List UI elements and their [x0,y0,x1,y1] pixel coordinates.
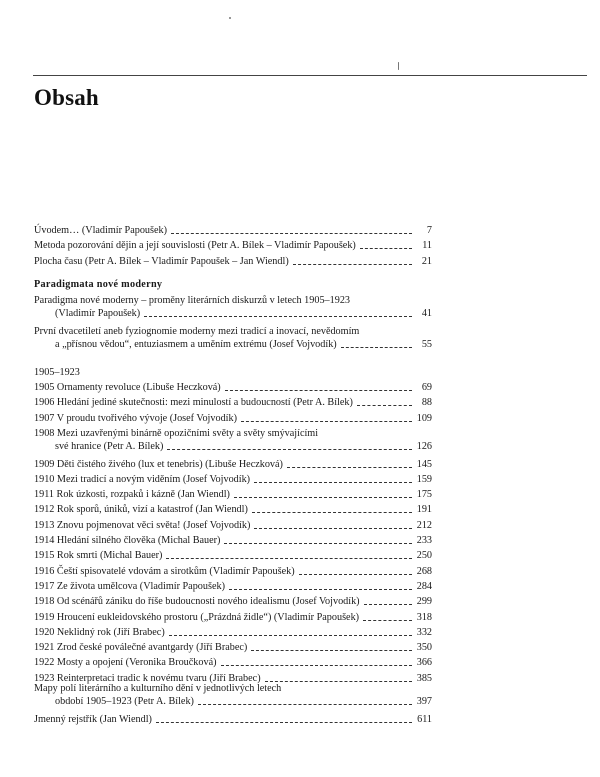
toc-entry-line [34,682,432,695]
toc-page-number: 284 [416,580,432,592]
toc-entry[interactable] [34,381,432,394]
toc-entry[interactable] [34,682,432,708]
toc-entry-title: První dvacetiletí aneb fyziognomie moderny mezi tradicí a inovací, nevědomím [34,325,360,337]
toc-page-number: 318 [416,611,432,623]
toc-entry[interactable] [34,611,432,624]
toc-entry-line [34,626,432,639]
toc-page-number: 88 [421,397,432,409]
dot-leader [198,704,412,705]
toc-entry-title: 1920 Neklidný rok (Jiří Brabec) [34,626,165,638]
toc-page-number: 268 [416,565,432,577]
dot-leader [221,665,413,666]
toc-entry-title: 1910 Mezi tradicí a novým viděním (Josef Vojvodík) [34,473,251,485]
section-title-years: 1905–1923 [34,367,80,378]
dot-leader [144,316,412,317]
toc-entry-line [34,549,432,562]
toc-entry-line [34,294,432,307]
dot-leader [241,421,412,422]
toc-entry-title: 1905 Ornamenty revoluce (Libuše Heczková) [34,382,221,393]
dot-leader [287,467,412,468]
toc-page-number: 233 [416,535,432,546]
scan-speck [398,62,399,70]
toc-entry-title: 1913 Znovu pojmenovat věci světa! (Josef Vojvodík) [34,519,251,531]
toc-entry-title: 1919 Hroucení eukleidovského prostoru („Prázdná židle“) (Vladimír Papoušek) [34,611,360,623]
toc-entry-line [34,611,432,624]
dot-leader [360,248,412,249]
toc-page-number: 611 [417,713,432,725]
dot-leader [363,620,412,621]
toc-entry-title: 1917 Ze života umělcova (Vladimír Papoušek) [34,580,225,592]
toc-page-number: 69 [421,382,432,393]
toc-entry-title: 1911 Rok úzkosti, rozpaků i kázně (Jan Wiendl) [34,489,230,501]
toc-page-number: 350 [416,642,432,654]
toc-entry[interactable] [34,458,432,471]
toc-entry-line [34,412,432,425]
toc-entry[interactable] [34,503,432,516]
toc-entry[interactable] [34,519,432,532]
dot-leader [341,347,412,348]
toc-page-number: 55 [421,338,432,350]
toc-entry[interactable] [34,626,432,639]
toc-entry-line [34,488,432,501]
toc-entry-title: 1923 Reinterpretaci tradic k novému tvaru (Jiří Brabec) [34,672,261,684]
toc-entry[interactable] [34,488,432,501]
toc-page-number: 366 [416,657,432,669]
toc-entry-title: období 1905–1923 (Petr A. Bílek) [55,696,194,707]
toc-page-number: 126 [416,440,432,452]
toc-entry-title: 1906 Hledání jediné skutečnosti: mezi minulostí a budoucností (Petr A. Bílek) [34,397,353,409]
dot-leader [225,390,412,391]
dot-leader [364,604,412,605]
toc-page-number: 159 [416,473,432,485]
toc-entry-line [34,307,432,320]
toc-entry-line [34,239,432,252]
toc-entry[interactable] [34,396,432,409]
toc-page-number: 11 [422,240,432,252]
toc-entry-title: 1914 Hledání silného člověka (Michal Bauer) [34,535,221,546]
dot-leader [167,449,412,450]
toc-entry-title: své hranice (Petr A. Bílek) [55,440,164,452]
dot-leader [254,528,412,529]
toc-page-number: 250 [416,550,432,562]
toc-entry-title: Metoda pozorování dějin a její souvislosti (Petr A. Bílek – Vladimír Papoušek) [34,240,356,252]
dot-leader [229,589,412,590]
dot-leader [254,482,412,483]
toc-entry[interactable] [34,427,432,453]
toc-entry-title: Jmenný rejstřík (Jan Wiendl) [34,713,152,725]
dot-leader [224,543,412,544]
toc-entry-line [34,338,432,351]
toc-entry[interactable] [34,595,432,608]
dot-leader [156,722,412,723]
toc-entry-title: 1921 Zrod české poválečné avantgardy (Jiří Brabec) [34,642,248,654]
toc-page-number: 191 [416,504,432,516]
toc-entry-line [34,255,432,268]
toc-entry-line [34,396,432,409]
toc-entry[interactable] [34,239,432,252]
toc-entry-line [34,473,432,486]
section-title-paradigmata: Paradigmata nové moderny [34,279,163,290]
toc-entry-title: Mapy polí literárního a kulturního dění v jednotlivých letech [34,683,282,694]
toc-entry-line [34,503,432,516]
toc-entry-line [34,713,432,726]
toc-entry-title: 1907 V proudu tvořivého vývoje (Josef Vojvodík) [34,412,237,424]
page-title: Obsah [34,85,99,110]
top-rule [33,75,587,76]
toc-entry[interactable] [34,294,432,320]
toc-entry-title: 1918 Od scénářů zániku do říše budoucnosti nového idealismu (Josef Vojvodík) [34,596,360,608]
toc-entry-title: 1916 Čeští spisovatelé vdovám a sirotkům (Vladimír Papoušek) [34,565,295,577]
dot-leader [293,264,412,265]
toc-entry-line [34,595,432,608]
dot-leader [234,497,412,498]
toc-entry-line [34,580,432,593]
toc-page-number: 21 [421,255,432,267]
dot-leader [251,650,412,651]
toc-entry-line [34,440,432,453]
toc-entry[interactable] [34,565,432,578]
toc-entry-line [34,458,432,471]
toc-entry-line [34,695,432,708]
toc-entry[interactable] [34,534,432,547]
toc-entry[interactable] [34,641,432,654]
dot-leader [166,558,412,559]
toc-entry-title: 1915 Rok smrti (Michal Bauer) [34,550,163,562]
toc-entry-title: Plocha času (Petr A. Bílek – Vladimír Papoušek – Jan Wiendl) [34,255,289,267]
toc-entry-line [34,534,432,547]
toc-entry[interactable] [34,473,432,486]
toc-entry-title: 1912 Rok sporů, úniků, vizí a katastrof (Jan Wiendl) [34,504,248,516]
toc-entry[interactable] [34,325,432,351]
toc-entry-line [34,519,432,532]
toc-entry-line [34,381,432,394]
toc-entry-line [34,325,432,338]
toc-entry-line [34,565,432,578]
toc-entry[interactable] [34,412,432,425]
toc-entry[interactable] [34,580,432,593]
dot-leader [299,574,412,575]
toc-page-number: 332 [416,626,432,638]
toc-entry-title: Úvodem… (Vladimír Papoušek) [34,225,167,236]
toc-page-number: 175 [416,489,432,501]
dot-leader [252,512,412,513]
toc-page-number: 397 [416,696,432,707]
toc-entry[interactable] [34,713,432,726]
dot-leader [169,635,412,636]
dot-leader [171,233,412,234]
toc-entry[interactable] [34,255,432,268]
toc-entry-line [34,427,432,440]
toc-page-number: 385 [416,672,432,684]
toc-entry[interactable] [34,656,432,669]
toc-entry[interactable] [34,549,432,562]
toc-entry-title: Paradigma nové moderny – proměny literárních diskurzů v letech 1905–1923 [34,295,351,306]
toc-page-number: 212 [416,519,432,531]
toc-page-number: 145 [416,458,432,470]
toc-page-number: 7 [426,225,432,236]
toc-entry-title: (Vladimír Papoušek) [55,308,141,319]
toc-entry-line [34,641,432,654]
toc-entry-line [34,224,432,237]
toc-page-number: 41 [421,308,432,319]
toc-entry-title: 1922 Mosty a opojení (Veronika Broučková) [34,657,217,669]
toc-entry-title: 1908 Mezi uzavřenými binárně opozičními světy a světy smývajícími [34,427,319,439]
scan-speck [229,17,231,19]
dot-leader [357,405,412,406]
toc-entry[interactable] [34,224,432,237]
toc-page-number: 109 [416,412,432,424]
toc-entry-line [34,656,432,669]
toc-page-number: 299 [416,596,432,608]
toc-entry-title: 1909 Děti čistého živého (lux et tenebris) (Libuše Heczková) [34,458,283,470]
toc-entry-title: a „přísnou vědou“, entuziasmem a uměním extrému (Josef Vojvodík) [55,338,337,350]
